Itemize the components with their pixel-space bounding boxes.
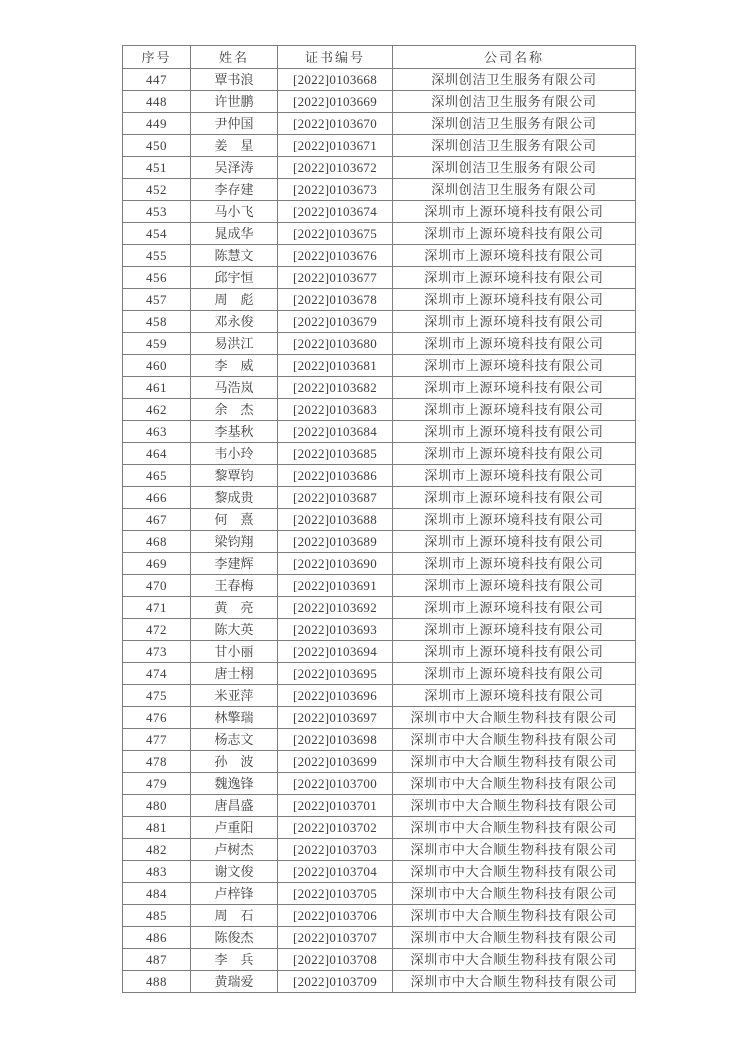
table-row — [123, 927, 636, 949]
cell-serial: 461 — [123, 377, 191, 399]
cell-company: 深圳市上源环境科技有限公司 — [393, 575, 636, 597]
table-row — [123, 509, 636, 531]
header-serial-number: 序号 — [123, 46, 191, 69]
cell-cert: [2022]0103687 — [278, 487, 393, 509]
cell-cert: [2022]0103684 — [278, 421, 393, 443]
table-row — [123, 157, 636, 179]
cell-serial: 451 — [123, 157, 191, 179]
cell-company: 深圳市上源环境科技有限公司 — [393, 245, 636, 267]
table-row — [123, 795, 636, 817]
cell-cert: [2022]0103691 — [278, 575, 393, 597]
table-row — [123, 839, 636, 861]
cell-company: 深圳市上源环境科技有限公司 — [393, 355, 636, 377]
cell-name: 卢重阳 — [191, 817, 278, 839]
cell-name: 孙 波 — [191, 751, 278, 773]
cell-serial: 458 — [123, 311, 191, 333]
cell-name: 邓永俊 — [191, 311, 278, 333]
cell-cert: [2022]0103671 — [278, 135, 393, 157]
cell-name: 梁钧翔 — [191, 531, 278, 553]
cell-cert: [2022]0103682 — [278, 377, 393, 399]
cell-cert: [2022]0103672 — [278, 157, 393, 179]
cell-serial: 454 — [123, 223, 191, 245]
cell-company: 深圳市中大合顺生物科技有限公司 — [393, 949, 636, 971]
cell-cert: [2022]0103678 — [278, 289, 393, 311]
cell-name: 谢文俊 — [191, 861, 278, 883]
cell-company: 深圳市中大合顺生物科技有限公司 — [393, 751, 636, 773]
header-row — [123, 46, 636, 69]
cell-cert: [2022]0103673 — [278, 179, 393, 201]
cell-company: 深圳市上源环境科技有限公司 — [393, 377, 636, 399]
table-row — [123, 729, 636, 751]
cell-cert: [2022]0103699 — [278, 751, 393, 773]
cell-name: 许世鹏 — [191, 91, 278, 113]
cell-cert: [2022]0103676 — [278, 245, 393, 267]
cell-company: 深圳市上源环境科技有限公司 — [393, 289, 636, 311]
cell-cert: [2022]0103700 — [278, 773, 393, 795]
cell-serial: 462 — [123, 399, 191, 421]
cell-company: 深圳市上源环境科技有限公司 — [393, 641, 636, 663]
cell-serial: 477 — [123, 729, 191, 751]
cell-company: 深圳市上源环境科技有限公司 — [393, 487, 636, 509]
cell-name: 王春梅 — [191, 575, 278, 597]
cell-name: 李建辉 — [191, 553, 278, 575]
table-row — [123, 223, 636, 245]
table-row — [123, 135, 636, 157]
cell-name: 晁成华 — [191, 223, 278, 245]
cell-company: 深圳市上源环境科技有限公司 — [393, 465, 636, 487]
table-row — [123, 333, 636, 355]
table-row — [123, 355, 636, 377]
table-row — [123, 465, 636, 487]
cell-serial: 481 — [123, 817, 191, 839]
cell-company: 深圳创洁卫生服务有限公司 — [393, 91, 636, 113]
table-row — [123, 707, 636, 729]
cell-cert: [2022]0103698 — [278, 729, 393, 751]
cell-serial: 452 — [123, 179, 191, 201]
cell-cert: [2022]0103685 — [278, 443, 393, 465]
cell-cert: [2022]0103688 — [278, 509, 393, 531]
cell-cert: [2022]0103709 — [278, 971, 393, 993]
cell-company: 深圳市中大合顺生物科技有限公司 — [393, 927, 636, 949]
cell-cert: [2022]0103707 — [278, 927, 393, 949]
cell-name: 黄瑞爱 — [191, 971, 278, 993]
cell-name: 余 杰 — [191, 399, 278, 421]
cell-company: 深圳市上源环境科技有限公司 — [393, 509, 636, 531]
header-certificate-number: 证书编号 — [278, 46, 393, 69]
cell-company: 深圳市中大合顺生物科技有限公司 — [393, 729, 636, 751]
cell-cert: [2022]0103703 — [278, 839, 393, 861]
cell-company: 深圳市中大合顺生物科技有限公司 — [393, 861, 636, 883]
table-row — [123, 971, 636, 993]
cell-company: 深圳市中大合顺生物科技有限公司 — [393, 839, 636, 861]
table-row — [123, 377, 636, 399]
cell-serial: 475 — [123, 685, 191, 707]
cell-serial: 448 — [123, 91, 191, 113]
cell-company: 深圳市上源环境科技有限公司 — [393, 223, 636, 245]
cell-cert: [2022]0103674 — [278, 201, 393, 223]
cell-cert: [2022]0103670 — [278, 113, 393, 135]
table-row — [123, 421, 636, 443]
cell-serial: 460 — [123, 355, 191, 377]
cell-company: 深圳创洁卫生服务有限公司 — [393, 69, 636, 91]
cell-company: 深圳市中大合顺生物科技有限公司 — [393, 795, 636, 817]
cell-name: 黄 亮 — [191, 597, 278, 619]
cell-name: 黎成贵 — [191, 487, 278, 509]
cell-serial: 447 — [123, 69, 191, 91]
cell-name: 李存建 — [191, 179, 278, 201]
table-row — [123, 685, 636, 707]
table-row — [123, 245, 636, 267]
table-row — [123, 641, 636, 663]
cell-company: 深圳市上源环境科技有限公司 — [393, 597, 636, 619]
cell-serial: 486 — [123, 927, 191, 949]
cell-cert: [2022]0103690 — [278, 553, 393, 575]
cell-name: 甘小丽 — [191, 641, 278, 663]
certificate-table — [122, 45, 636, 993]
cell-name: 何 熹 — [191, 509, 278, 531]
cell-serial: 463 — [123, 421, 191, 443]
cell-name: 马小飞 — [191, 201, 278, 223]
cell-name: 黎覃钧 — [191, 465, 278, 487]
cell-cert: [2022]0103697 — [278, 707, 393, 729]
cell-company: 深圳市上源环境科技有限公司 — [393, 421, 636, 443]
cell-serial: 485 — [123, 905, 191, 927]
cell-company: 深圳创洁卫生服务有限公司 — [393, 135, 636, 157]
cell-serial: 478 — [123, 751, 191, 773]
header-company-name: 公司名称 — [393, 46, 636, 69]
cell-serial: 465 — [123, 465, 191, 487]
cell-name: 米亚萍 — [191, 685, 278, 707]
cell-serial: 487 — [123, 949, 191, 971]
cell-name: 韦小玲 — [191, 443, 278, 465]
cell-name: 周 彪 — [191, 289, 278, 311]
cell-serial: 457 — [123, 289, 191, 311]
table-row — [123, 773, 636, 795]
cell-name: 李 威 — [191, 355, 278, 377]
table-row — [123, 619, 636, 641]
cell-name: 吴泽涛 — [191, 157, 278, 179]
cell-name: 马浩岚 — [191, 377, 278, 399]
cell-serial: 471 — [123, 597, 191, 619]
table-body — [123, 69, 636, 993]
table-row — [123, 597, 636, 619]
cell-company: 深圳市中大合顺生物科技有限公司 — [393, 773, 636, 795]
cell-name: 卢树杰 — [191, 839, 278, 861]
table-row — [123, 861, 636, 883]
cell-name: 唐士栩 — [191, 663, 278, 685]
cell-company: 深圳市上源环境科技有限公司 — [393, 399, 636, 421]
table-row — [123, 883, 636, 905]
cell-company: 深圳市中大合顺生物科技有限公司 — [393, 883, 636, 905]
cell-name: 邱宇恒 — [191, 267, 278, 289]
cell-name: 李 兵 — [191, 949, 278, 971]
table-row — [123, 575, 636, 597]
cell-company: 深圳市中大合顺生物科技有限公司 — [393, 971, 636, 993]
cell-serial: 476 — [123, 707, 191, 729]
cell-serial: 459 — [123, 333, 191, 355]
cell-serial: 488 — [123, 971, 191, 993]
cell-name: 陈慧文 — [191, 245, 278, 267]
cell-serial: 449 — [123, 113, 191, 135]
cell-company: 深圳市上源环境科技有限公司 — [393, 685, 636, 707]
table-row — [123, 113, 636, 135]
cell-cert: [2022]0103708 — [278, 949, 393, 971]
cell-company: 深圳市上源环境科技有限公司 — [393, 443, 636, 465]
table-row — [123, 91, 636, 113]
cell-cert: [2022]0103705 — [278, 883, 393, 905]
cell-cert: [2022]0103681 — [278, 355, 393, 377]
table-row — [123, 663, 636, 685]
cell-company: 深圳创洁卫生服务有限公司 — [393, 113, 636, 135]
table-header — [123, 46, 636, 69]
cell-name: 尹仲国 — [191, 113, 278, 135]
table-row — [123, 201, 636, 223]
cell-name: 姜 星 — [191, 135, 278, 157]
cell-cert: [2022]0103706 — [278, 905, 393, 927]
cell-name: 覃书浪 — [191, 69, 278, 91]
table-row — [123, 487, 636, 509]
cell-cert: [2022]0103689 — [278, 531, 393, 553]
cell-company: 深圳创洁卫生服务有限公司 — [393, 157, 636, 179]
cell-serial: 456 — [123, 267, 191, 289]
cell-serial: 469 — [123, 553, 191, 575]
header-name: 姓名 — [191, 46, 278, 69]
cell-serial: 450 — [123, 135, 191, 157]
table-row — [123, 399, 636, 421]
cell-name: 唐昌盛 — [191, 795, 278, 817]
cell-cert: [2022]0103679 — [278, 311, 393, 333]
cell-serial: 482 — [123, 839, 191, 861]
cell-cert: [2022]0103693 — [278, 619, 393, 641]
cell-company: 深圳市上源环境科技有限公司 — [393, 267, 636, 289]
cell-cert: [2022]0103669 — [278, 91, 393, 113]
cell-cert: [2022]0103692 — [278, 597, 393, 619]
cell-serial: 467 — [123, 509, 191, 531]
cell-cert: [2022]0103675 — [278, 223, 393, 245]
cell-name: 陈俊杰 — [191, 927, 278, 949]
cell-company: 深圳市中大合顺生物科技有限公司 — [393, 707, 636, 729]
table-row — [123, 311, 636, 333]
cell-company: 深圳市上源环境科技有限公司 — [393, 311, 636, 333]
cell-cert: [2022]0103694 — [278, 641, 393, 663]
cell-serial: 484 — [123, 883, 191, 905]
cell-serial: 483 — [123, 861, 191, 883]
table-row — [123, 267, 636, 289]
cell-name: 李基秋 — [191, 421, 278, 443]
cell-company: 深圳市上源环境科技有限公司 — [393, 663, 636, 685]
cell-company: 深圳市上源环境科技有限公司 — [393, 619, 636, 641]
cell-cert: [2022]0103683 — [278, 399, 393, 421]
cell-name: 周 石 — [191, 905, 278, 927]
cell-company: 深圳市上源环境科技有限公司 — [393, 553, 636, 575]
table-row — [123, 905, 636, 927]
cell-name: 卢梓锋 — [191, 883, 278, 905]
table-row — [123, 443, 636, 465]
table-row — [123, 949, 636, 971]
cell-company: 深圳市上源环境科技有限公司 — [393, 333, 636, 355]
cell-name: 杨志文 — [191, 729, 278, 751]
cell-cert: [2022]0103696 — [278, 685, 393, 707]
cell-cert: [2022]0103702 — [278, 817, 393, 839]
cell-serial: 473 — [123, 641, 191, 663]
cell-serial: 472 — [123, 619, 191, 641]
cell-serial: 455 — [123, 245, 191, 267]
cell-name: 林擎瑞 — [191, 707, 278, 729]
cell-cert: [2022]0103680 — [278, 333, 393, 355]
table-row — [123, 179, 636, 201]
cell-cert: [2022]0103668 — [278, 69, 393, 91]
table-row — [123, 531, 636, 553]
cell-cert: [2022]0103704 — [278, 861, 393, 883]
cell-company: 深圳市中大合顺生物科技有限公司 — [393, 905, 636, 927]
cell-name: 陈大英 — [191, 619, 278, 641]
cell-cert: [2022]0103701 — [278, 795, 393, 817]
cell-serial: 470 — [123, 575, 191, 597]
cell-name: 魏逸锋 — [191, 773, 278, 795]
table-row — [123, 817, 636, 839]
table-row — [123, 69, 636, 91]
table-row — [123, 553, 636, 575]
cell-company: 深圳创洁卫生服务有限公司 — [393, 179, 636, 201]
cell-serial: 466 — [123, 487, 191, 509]
cell-company: 深圳市上源环境科技有限公司 — [393, 201, 636, 223]
cell-name: 易洪江 — [191, 333, 278, 355]
cell-serial: 480 — [123, 795, 191, 817]
cell-serial: 474 — [123, 663, 191, 685]
table-row — [123, 751, 636, 773]
cell-cert: [2022]0103677 — [278, 267, 393, 289]
cell-serial: 453 — [123, 201, 191, 223]
cell-company: 深圳市中大合顺生物科技有限公司 — [393, 817, 636, 839]
cell-serial: 468 — [123, 531, 191, 553]
cell-company: 深圳市上源环境科技有限公司 — [393, 531, 636, 553]
cell-serial: 464 — [123, 443, 191, 465]
cell-cert: [2022]0103686 — [278, 465, 393, 487]
cell-serial: 479 — [123, 773, 191, 795]
table-row — [123, 289, 636, 311]
cell-cert: [2022]0103695 — [278, 663, 393, 685]
